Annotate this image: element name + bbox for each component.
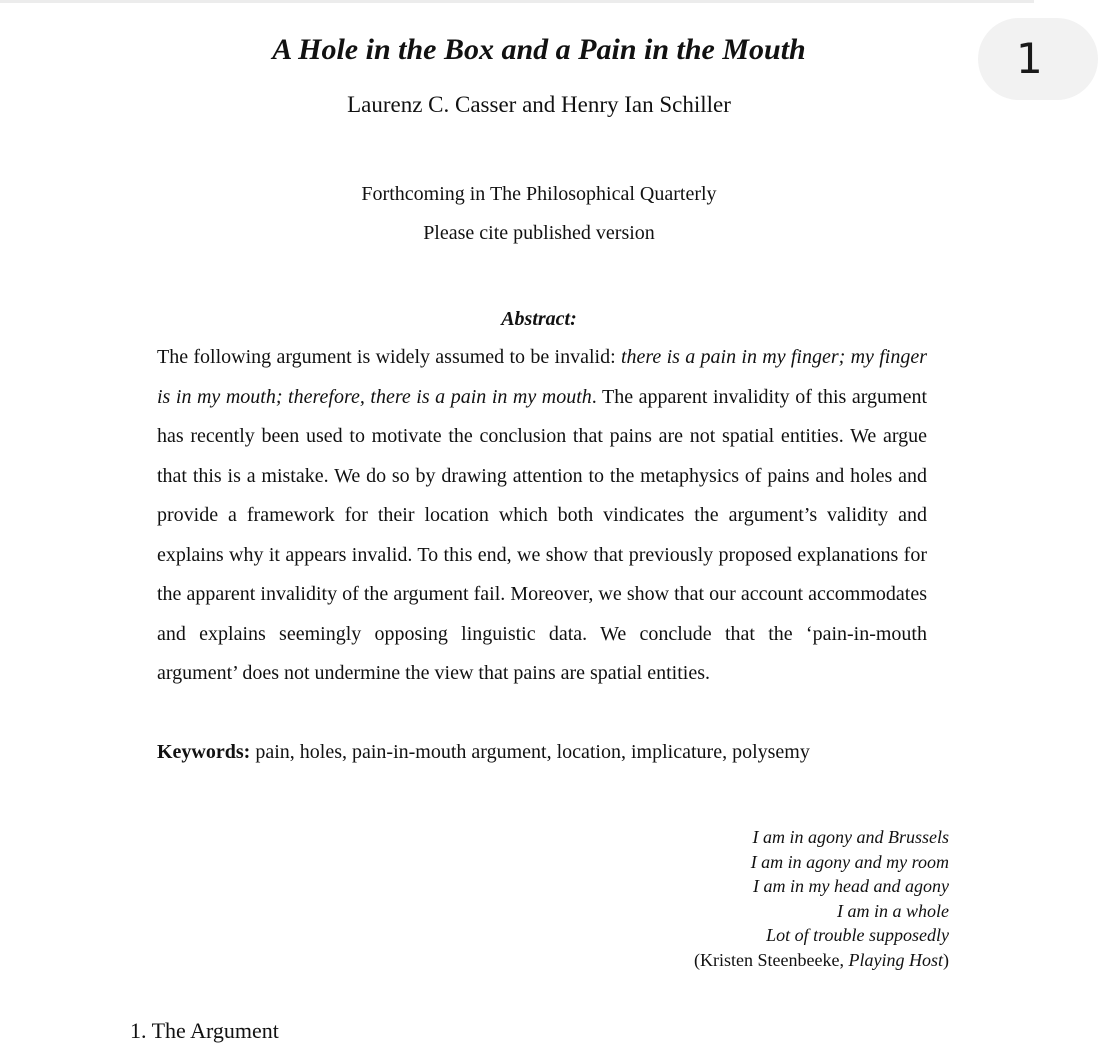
epigraph-line: I am in a whole [837, 900, 949, 921]
abstract-intro: The following argument is widely assumed to be invalid: [157, 346, 621, 368]
abstract-argument: there is a pain in my finger; my finger is in my mouth; therefore, there is a pain in my mouth [157, 346, 927, 408]
publication-note: Forthcoming in The Philosophical Quarterly [361, 183, 717, 205]
keywords-list: pain, holes, pain-in-mouth argument, location, implicature, polysemy [250, 741, 810, 763]
attribution-prefix: (Kristen Steenbeeke, [694, 949, 849, 970]
keywords [157, 738, 957, 766]
citation-note: Please cite published version [423, 222, 655, 244]
attribution-work: Playing Host [848, 949, 943, 970]
page-number: 1 [1016, 34, 1043, 83]
epigraph-line: I am in agony and Brussels [752, 827, 949, 847]
epigraph-line: I am in agony and my room [750, 851, 949, 872]
epigraph [560, 825, 949, 973]
epigraph-line: Lot of trouble supposedly [766, 925, 949, 946]
keywords-label: Keywords: [157, 741, 251, 763]
abstract-text: . The apparent invalidity of this argument has recently been used to motivate the conclusion that pains are not spatial entities. We argue that this is a mistake. We do so by drawing attention to the metaphysics of pains and holes and provide a framework for their location which both vindicates the argument’s validity and explains why it appears invalid. To this end, we show that previously proposed explanations for the apparent invalidity of the argument fail. Moreover, we show that our account accommodates and explains seemingly opposing linguistic data. We conclude that the ‘pain-in-mouth argument’ does not undermine the view that pains are spatial entities. [157, 385, 928, 684]
attribution-suffix: ) [943, 949, 949, 970]
section-heading: 1. The Argument [130, 1018, 279, 1043]
epigraph-line: I am in my head and agony [753, 876, 949, 897]
paper-title: A Hole in the Box and a Pain in the Mouth [272, 33, 806, 66]
paper-authors: Laurenz C. Casser and Henry Ian Schiller [347, 92, 731, 117]
epigraph-attribution [560, 948, 949, 973]
abstract-body [157, 338, 927, 694]
top-border [0, 0, 1034, 3]
abstract-heading: Abstract: [501, 308, 577, 330]
